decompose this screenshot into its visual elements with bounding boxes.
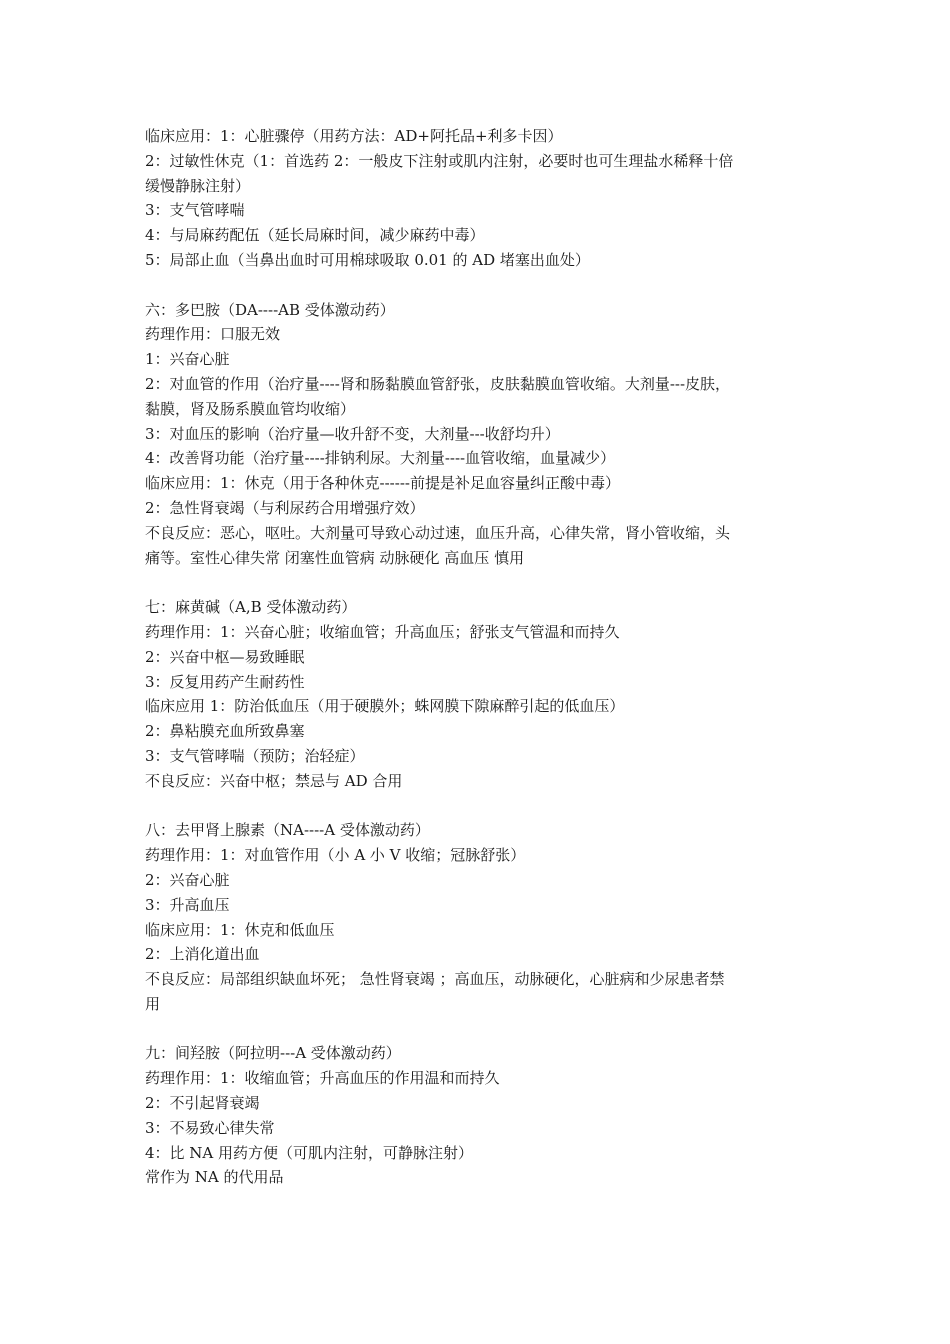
text-line: 药理作用：1：收缩血管；升高血压的作用温和而持久 bbox=[145, 1069, 500, 1088]
section-heading: 九：间羟胺（阿拉明---A 受体激动药） bbox=[145, 1044, 401, 1063]
section-metaraminol bbox=[145, 1041, 810, 1190]
text-line: 2：上消化道出血 bbox=[145, 945, 260, 964]
text-line: 3：支气管哮喘 bbox=[145, 201, 245, 220]
text-line: 药理作用：口服无效 bbox=[145, 325, 281, 344]
text-line: 不良反应：局部组织缺血坏死； 急性肾衰竭 ；高血压，动脉硬化，心脏病和少尿患者禁 bbox=[145, 970, 725, 989]
text-line: 药理作用：1：兴奋心脏；收缩血管；升高血压；舒张支气管温和而持久 bbox=[145, 622, 620, 641]
text-line: 不良反应：恶心，呕吐。大剂量可导致心动过速，血压升高，心律失常，肾小管收缩，头 bbox=[145, 523, 731, 542]
text-line: 2：不引起肾衰竭 bbox=[145, 1094, 260, 1113]
text-line: 4：与局麻药配伍（延长局麻时间，减少麻药中毒） bbox=[145, 226, 485, 245]
text-line: 临床应用 1：防治低血压（用于硬膜外；蛛网膜下隙麻醉引起的低血压） bbox=[145, 697, 625, 716]
text-line: 痛等。室性心律失常 闭塞性血管病 动脉硬化 高血压 慎用 bbox=[145, 548, 525, 567]
text-line: 1：兴奋心脏 bbox=[145, 350, 230, 369]
section-ephedrine bbox=[145, 595, 810, 793]
text-line: 2：兴奋中枢—易致睡眠 bbox=[145, 647, 305, 666]
section-heading: 七：麻黄碱（A,B 受体激动药） bbox=[145, 598, 357, 617]
text-line: 2：鼻粘膜充血所致鼻塞 bbox=[145, 722, 305, 741]
section-dopamine bbox=[145, 298, 810, 571]
text-line: 缓慢静脉注射） bbox=[145, 176, 251, 195]
text-line: 用 bbox=[145, 994, 161, 1013]
text-line: 3：不易致心律失常 bbox=[145, 1118, 275, 1137]
section-noradrenaline bbox=[145, 818, 810, 1016]
text-line: 2：兴奋心脏 bbox=[145, 870, 230, 889]
text-line: 3：反复用药产生耐药性 bbox=[145, 672, 305, 691]
text-line: 2：过敏性休克（1：首选药 2：一般皮下注射或肌内注射，必要时也可生理盐水稀释十倍 bbox=[145, 151, 734, 170]
text-line: 3：升高血压 bbox=[145, 895, 230, 914]
text-line: 临床应用：1：心脏骤停（用药方法：AD+阿托品+利多卡因） bbox=[145, 127, 563, 145]
text-line: 4：改善肾功能（治疗量----排钠利尿。大剂量----血管收缩，血量减少） bbox=[145, 449, 616, 468]
text-line: 临床应用：1：休克（用于各种休克------前提是补足血容量纠正酸中毒） bbox=[145, 474, 620, 493]
text-line: 4：比 NA 用药方便（可肌内注射，可静脉注射） bbox=[145, 1143, 474, 1162]
text-line: 不良反应：兴奋中枢；禁忌与 AD 合用 bbox=[145, 771, 403, 790]
text-line: 2：急性肾衰竭（与利尿药合用增强疗效） bbox=[145, 498, 425, 517]
text-line: 2：对血管的作用（治疗量----肾和肠黏膜血管舒张，皮肤黏膜血管收缩。大剂量---皮肤， bbox=[145, 374, 731, 393]
text-line: 3：支气管哮喘（预防；治轻症） bbox=[145, 746, 365, 765]
text-line: 5：局部止血（当鼻出血时可用棉球吸取 0.01 的 AD 堵塞出血处） bbox=[145, 250, 590, 269]
section-heading: 六：多巴胺（DA----AB 受体激动药） bbox=[145, 300, 395, 319]
section-adrenaline-clinical bbox=[145, 124, 810, 273]
text-line: 药理作用：1：对血管作用（小 A 小 V 收缩；冠脉舒张） bbox=[145, 846, 526, 865]
text-line: 临床应用：1：休克和低血压 bbox=[145, 920, 335, 939]
text-line: 3：对血压的影响（治疗量—收升舒不变，大剂量---收舒均升） bbox=[145, 424, 560, 443]
section-heading: 八：去甲肾上腺素（NA----A 受体激动药） bbox=[145, 821, 430, 840]
document-page bbox=[145, 124, 810, 1190]
text-line: 常作为 NA 的代用品 bbox=[145, 1168, 284, 1187]
text-line: 黏膜，肾及肠系膜血管均收缩） bbox=[145, 399, 356, 418]
